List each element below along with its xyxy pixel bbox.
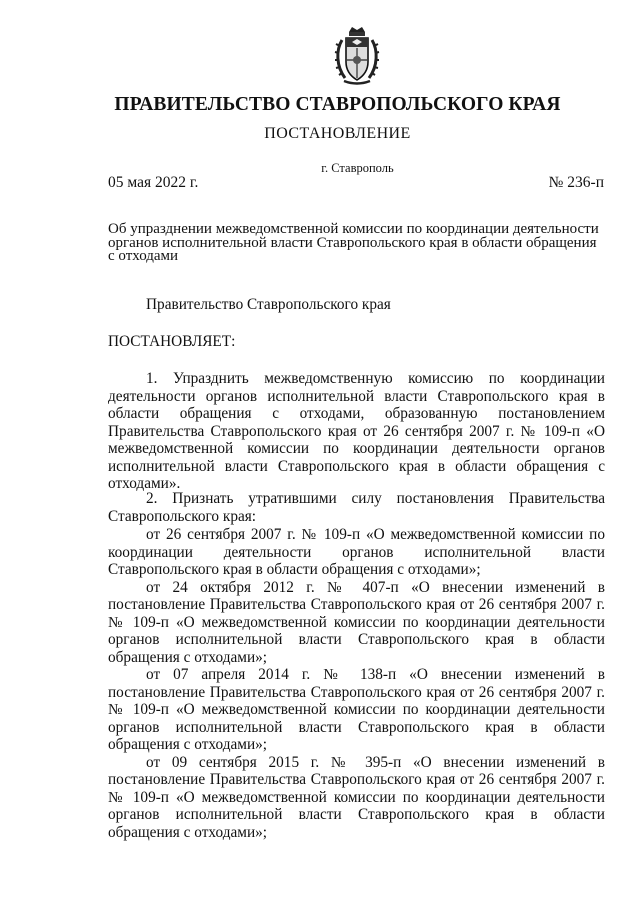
paragraph-1: 1. Упразднить межведомственную комиссию по координации деятельности органов исполнительной власти Ставропольского края в области обращения с отходами, образованную постановлением Правительства Ставропольского края от 26 сентября 2007 г. № 109-п «О межведомственной комиссии по координации деятельности органов исполнительной власти Ставропольского края в области обращения с отходами».: [108, 370, 605, 492]
city: г. Ставрополь: [321, 161, 394, 175]
list-item: от 26 сентября 2007 г. № 109-п «О межведомственной комиссии по координации деятельности органов исполнительной власти Ставропольского края в области обращения с отходами»;: [108, 526, 605, 578]
document-subject: Об упразднении межведомственной комиссии по координации деятельности органов исполнительной власти Ставропольского края в области обращения с отходами: [108, 221, 599, 264]
list-item: от 24 октября 2012 г. № 407-п «О внесении изменений в постановление Правительства Ставропольского края от 26 сентября 2007 г. № 109-п «О межведомственной комиссии по координации деятельности органов исполнительной власти Ставропольского края в области обращения с отходами»;: [108, 578, 605, 666]
document-date: 05 мая 2022 г.: [108, 174, 199, 191]
document-number: № 236-п: [548, 174, 604, 191]
preamble: Правительство Ставропольского края: [146, 296, 391, 313]
document-type: ПОСТАНОВЛЕНИЕ: [264, 125, 411, 142]
government-title: ПРАВИТЕЛЬСТВО СТАВРОПОЛЬСКОГО КРАЯ: [114, 94, 561, 115]
repealed-list: [108, 526, 605, 841]
resolves-heading: ПОСТАНОВЛЯЕТ:: [108, 333, 236, 350]
coat-of-arms-icon: [332, 26, 382, 88]
list-item: от 07 апреля 2014 г. № 138-п «О внесении изменений в постановление Правительства Ставропольского края от 26 сентября 2007 г. № 109-п «О межведомственной комиссии по координации деятельности органов исполнительной власти Ставропольского края в области обращения с отходами»;: [108, 666, 605, 753]
list-item: от 09 сентября 2015 г. № 395-п «О внесении изменений в постановление Правительства Ставропольского края от 26 сентября 2007 г. № 109-п «О межведомственной комиссии по координации деятельности органов исполнительной власти Ставропольского края в области обращения с отходами»;: [108, 753, 605, 841]
paragraph-2: 2. Признать утратившими силу постановления Правительства Ставропольского края:: [108, 490, 605, 525]
